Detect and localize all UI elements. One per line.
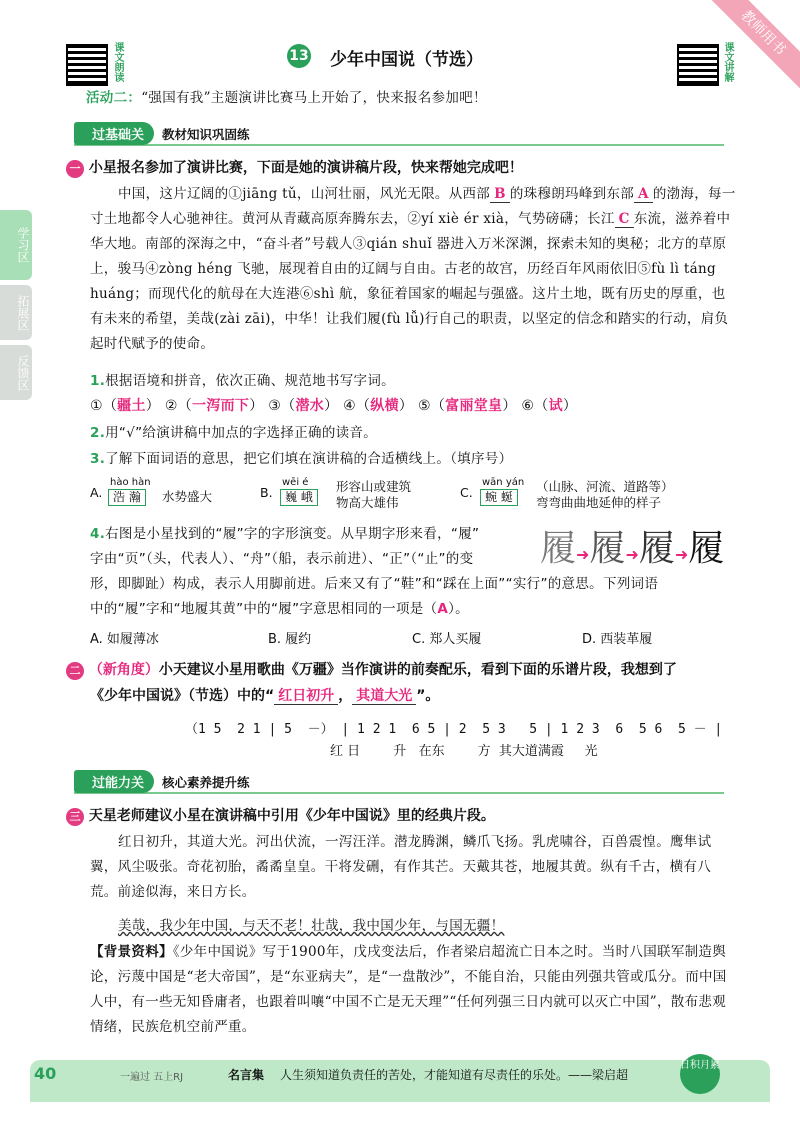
background-info: 【背景资料】《少年中国说》写于1900年，戊戌变法后，作者梁启超流亡日本之时。当时八国联军制造舆论，污蔑中国是“老大帝国”，是“东亚病夫”，是“一盘散沙”，不能自治，只能由列强共管或瓜分。而中国人中，有一些无知昏庸者，也跟着叫嚷“中国不亡是无天理”“任何列强三日内就可以灭亡中国”，散布悲观情绪，民族危机空前严重。 (90, 944, 727, 1035)
section-subtitle: 教材知识巩固练 (162, 127, 250, 142)
blank-a[interactable]: A (634, 186, 653, 203)
qr-code-right[interactable] (677, 44, 719, 86)
sub-question: 根据语境和拼音，依次正确、规范地书写字词。 (105, 373, 395, 389)
word-options: A. hào hàn 浩 瀚 水势盛大 B. wēi é 巍 峨 形容山或建筑 物高大雄伟 C. wān yán 蜿 蜒 （山脉、河流、道路等） 弯弯曲曲地延伸的样子 (90, 477, 674, 510)
question-title: 天星老师建议小星在演讲稿中引用《少年中国说》里的经典片段。 (88, 808, 495, 824)
sub-number: 1. (90, 373, 106, 389)
question-2: 二 （新角度）小天建议小星用歌曲《万疆》当作演讲的前奏配乐，看到下面的乐谱片段，我想到了 《少年中国说》（节选）中的“ 红日初升 ， 其道大光 ”。 (66, 657, 746, 709)
side-tab-study[interactable]: 学习区 (0, 210, 32, 280)
question-badge: 一 (66, 160, 84, 178)
blank-b[interactable]: B (490, 186, 510, 203)
activity-label: 活动二： (86, 90, 142, 106)
sub-question: 用“√”给演讲稿中加点的字选择正确的读音。 (105, 425, 378, 441)
quote-paragraph: 红日初升，其道大光。河出伏流，一泻汪洋。潜龙腾渊，鳞爪飞扬。乳虎啸谷，百兽震惶。鹰隼试翼，风尘吸张。奇花初胎，矞矞皇皇。干将发硎，有作其芒。天戴其苍，地履其黄。纵有千古，横有八荒。前途似海，来日方长。 (90, 834, 712, 900)
read-aloud-tag: 课文朗读 (112, 42, 123, 82)
section-tag: 过基础关 (74, 122, 154, 145)
sub4-text: 4.右图是小星找到的“履”字的字形演变。从早期字形来看，“履” 字由“页”（头，代表人）、“舟”（船，表示前进）、“正”（“止”的变 形，即脚趾）构成，表示人用脚前进。后来又有了“鞋”和“踩在上面”“实行”的意思。下列词语 中的“履”字和“地履其黄”中的“履”字意思相同的一项是（A）。 (90, 526, 659, 617)
teacher-edition-ribbon: 教师用书 (701, 0, 800, 95)
music-lyrics: 红 日 升 在东 方 其大道满霞 光 (330, 744, 598, 759)
activity-text: “强国有我”主题演讲比赛马上开始了，快来报名参加吧！ (141, 90, 487, 106)
mingyan-label: 名言集 (228, 1068, 265, 1082)
brand: 一遍过 五上RJ (120, 1072, 184, 1083)
daily-badge: 日积月累 (680, 1054, 720, 1094)
word-a: 浩 瀚 (108, 489, 146, 506)
sub-question: 了解下面词语的意思，把它们填在演讲稿的合适横线上。（填序号） (105, 451, 513, 467)
music-notation: （1 5 2 1 | 5 －） | 1 2 1 6 5 | 2 5 3 5 | 1 2 3 6 5 6 5 － | (185, 722, 723, 737)
glyph-evolution: 履➜履➜履➜履 (540, 528, 725, 569)
sub-number: 3. (90, 451, 106, 467)
question-title: 小星报名参加了演讲比赛，下面是她的演讲稿片段，快来帮她完成吧！ (88, 160, 523, 176)
question-badge: 三 (66, 808, 84, 826)
word-c: 蜿 蜒 (480, 489, 518, 506)
page-title: 少年中国说（节选） (330, 50, 483, 70)
sub-number: 2. (90, 425, 106, 441)
section-bar-basic (74, 122, 724, 146)
explain-tag: 课文讲解 (722, 42, 733, 82)
section-bar-ability: 过能力关 核心素养提升练 (74, 770, 724, 794)
side-tab-expand[interactable]: 拓展区 (0, 285, 32, 340)
footer-quote: 人生须知道负责任的苦处，才能知道有尽责任的乐处。——梁启超 (280, 1068, 629, 1082)
answers-row: ①（疆土） ②（一泻而下） ③（潜水） ④（纵横） ⑤（富丽堂皇） ⑥（试） (90, 398, 578, 414)
quote-highlight: 美哉，我少年中国，与天不老！壮哉，我中国少年，与国无疆！ (118, 918, 505, 934)
speech-paragraph: 中国，这片辽阔的①jiāng tǔ，山河壮丽，风光无限。从西部 B 的珠穆朗玛峰到东部 A 的渤海，每一寸土地都令人心驰神往。黄河从青藏高原奔腾东去，②yí xiè ér xià，气势磅礴；长江 C 东流，滋养着中华大地。南部的深海之中，“奋斗者”号载人③qián shuǐ 器进入万米深渊，探索未知的奥秘；北方的草原上，骏马④zòng héng 飞驰，展现着自由的辽阔与自由。古老的故宫，历经百年风雨依旧⑤fù lì táng huáng；而现代化的航母在大连港⑥shì 航，象征着国家的崛起与强盛。这片土地，既有历史的厚重，也有未来的希望，美哉(zài zāi)，中华！让我们履(fù lǚ)行自己的职责，以坚定的信念和踏实的行动，肩负起时代赋予的使命。 (90, 186, 736, 352)
word-b: 巍 峨 (280, 489, 318, 506)
page-number: 40 (34, 1064, 57, 1083)
lesson-number: 13 (287, 44, 311, 68)
side-tab-feedback[interactable]: 反馈区 (0, 345, 32, 400)
blank-c[interactable]: C (615, 211, 634, 228)
qr-code-left[interactable] (66, 44, 108, 86)
